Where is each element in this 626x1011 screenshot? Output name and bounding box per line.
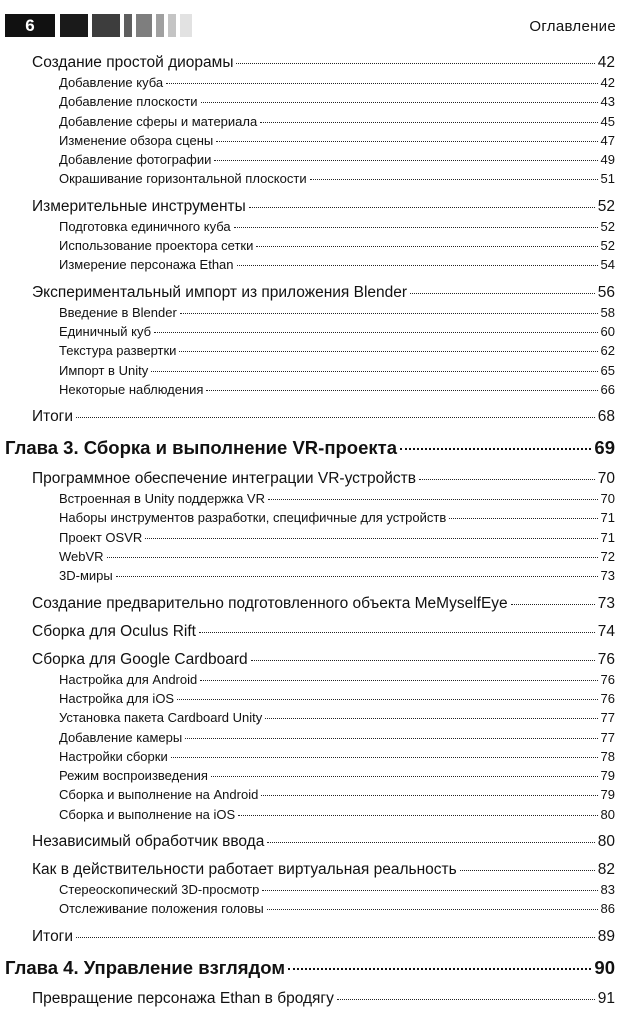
toc-dot-leader	[211, 776, 598, 777]
toc-entry-title: Итоги	[32, 408, 73, 426]
toc-entry-title: Установка пакета Cardboard Unity	[59, 710, 263, 726]
toc-entry-title: Текстура развертки	[59, 343, 177, 359]
toc-entry-page: 65	[600, 362, 615, 378]
toc-entry-page: 47	[600, 132, 615, 148]
toc-entry-title: Окрашивание горизонтальной плоскости	[59, 171, 307, 187]
toc-entry-page: 71	[600, 529, 615, 545]
toc-entry-title: Сборка и выполнение на iOS	[59, 806, 236, 822]
toc-entry-title: Добавление камеры	[59, 729, 183, 745]
page-header	[0, 5, 626, 39]
toc-entry-title: Измерение персонажа Ethan	[59, 257, 234, 273]
toc-dot-leader	[171, 757, 598, 758]
toc-dot-leader	[237, 265, 598, 266]
toc-dot-leader	[267, 842, 594, 843]
toc-subsection-entry[interactable]	[0, 238, 626, 257]
toc-entry-title: WebVR	[59, 549, 104, 565]
toc-dot-leader	[262, 890, 597, 891]
header-bar	[60, 14, 88, 37]
toc-entry-page: 79	[600, 787, 615, 803]
toc-entry-page: 42	[597, 54, 615, 71]
toc-dot-leader	[145, 538, 597, 539]
toc-entry-title: Программное обеспечение интеграции VR-устройств	[32, 470, 416, 488]
toc-subsection-entry[interactable]	[0, 568, 626, 587]
toc-subsection-entry[interactable]	[0, 94, 626, 113]
toc-entry-title: Отслеживание положения головы	[59, 901, 264, 917]
toc-dot-leader	[179, 351, 597, 352]
toc-entry-page: 72	[600, 549, 615, 565]
toc-entry-page: 52	[597, 197, 615, 215]
toc-entry-title: Как в действительности работает виртуальная реальность	[32, 861, 457, 879]
toc-subsection-entry[interactable]	[0, 710, 626, 729]
table-of-contents	[0, 54, 626, 1011]
toc-dot-leader	[261, 795, 597, 796]
toc-entry-title: Создание предварительно подготовленного объекта MeMyselfEye	[32, 594, 508, 612]
toc-entry-page: 77	[600, 729, 615, 745]
toc-entry-title: Глава 4. Управление взглядом	[5, 956, 286, 978]
toc-dot-leader	[166, 83, 597, 84]
toc-subsection-entry[interactable]	[0, 257, 626, 276]
toc-subsection-entry[interactable]	[0, 807, 626, 826]
toc-subsection-entry[interactable]	[0, 787, 626, 806]
toc-entry-page: 70	[597, 470, 615, 488]
toc-entry-page: 70	[600, 491, 615, 507]
toc-entry-title: Сборка для Google Cardboard	[32, 650, 248, 668]
toc-entry-title: Изменение обзора сцены	[59, 132, 214, 148]
toc-dot-leader	[76, 417, 595, 418]
toc-entry-page: 73	[600, 568, 615, 584]
toc-subsection-entry[interactable]	[0, 901, 626, 920]
toc-dot-leader	[337, 999, 595, 1000]
toc-dot-leader	[419, 479, 595, 480]
toc-subsection-entry[interactable]	[0, 530, 626, 549]
toc-section-entry[interactable]	[0, 198, 626, 219]
toc-entry-page: 49	[600, 152, 615, 168]
toc-entry-page: 52	[600, 238, 615, 254]
toc-entry-page: 60	[600, 323, 615, 339]
toc-dot-leader	[268, 499, 598, 500]
toc-subsection-entry[interactable]	[0, 114, 626, 133]
toc-entry-title: Добавление фотографии	[59, 152, 212, 168]
header-bar	[180, 14, 192, 37]
toc-entry-title: Стереоскопический 3D-просмотр	[59, 882, 260, 898]
toc-dot-leader	[267, 909, 598, 910]
toc-entry-page: 83	[600, 882, 615, 898]
toc-entry-page: 71	[600, 510, 615, 526]
toc-entry-page: 68	[597, 408, 615, 426]
toc-entry-page: 73	[597, 594, 615, 612]
toc-dot-leader	[249, 207, 595, 208]
toc-subsection-entry[interactable]	[0, 133, 626, 152]
header-bar	[168, 14, 176, 37]
toc-entry-title: Проект OSVR	[59, 529, 143, 545]
toc-section-entry[interactable]	[0, 408, 626, 429]
toc-dot-leader	[288, 968, 591, 970]
toc-section-entry[interactable]	[0, 470, 626, 491]
toc-subsection-entry[interactable]	[0, 882, 626, 901]
toc-dot-leader	[236, 63, 594, 64]
toc-subsection-entry[interactable]	[0, 171, 626, 190]
toc-dot-leader	[177, 699, 597, 700]
toc-entry-page: 42	[600, 75, 615, 90]
toc-dot-leader	[201, 102, 598, 103]
toc-entry-title: Превращение персонажа Ethan в бродягу	[32, 989, 334, 1007]
toc-subsection-entry[interactable]	[0, 749, 626, 768]
toc-subsection-entry[interactable]	[0, 363, 626, 382]
toc-entry-page: 58	[600, 304, 615, 320]
toc-entry-page: 76	[597, 650, 615, 668]
toc-dot-leader	[449, 518, 597, 519]
toc-subsection-entry[interactable]	[0, 219, 626, 238]
toc-entry-title: Создание простой диорамы	[32, 54, 234, 71]
toc-dot-leader	[460, 870, 595, 871]
toc-section-entry[interactable]	[0, 990, 626, 1011]
toc-section-entry[interactable]	[0, 595, 626, 616]
toc-section-entry[interactable]	[0, 861, 626, 882]
toc-subsection-entry[interactable]	[0, 305, 626, 324]
toc-dot-leader	[410, 293, 595, 294]
toc-entry-title: Добавление сферы и материала	[59, 113, 258, 129]
toc-entry-page: 52	[600, 218, 615, 234]
toc-dot-leader	[310, 179, 598, 180]
toc-entry-page: 76	[600, 690, 615, 706]
toc-dot-leader	[511, 604, 595, 605]
toc-entry-page: 45	[600, 113, 615, 129]
toc-entry-title: Единичный куб	[59, 323, 152, 339]
toc-subsection-entry[interactable]	[0, 549, 626, 568]
toc-dot-leader	[216, 141, 597, 142]
toc-dot-leader	[214, 160, 597, 161]
toc-entry-title: Измерительные инструменты	[32, 197, 246, 215]
toc-dot-leader	[251, 660, 595, 661]
toc-dot-leader	[234, 227, 598, 228]
toc-section-entry[interactable]	[0, 833, 626, 854]
toc-subsection-entry[interactable]	[0, 324, 626, 343]
toc-dot-leader	[116, 576, 598, 577]
toc-subsection-entry[interactable]	[0, 768, 626, 787]
toc-chapter-entry[interactable]	[0, 437, 626, 463]
toc-dot-leader	[260, 122, 597, 123]
toc-dot-leader	[180, 313, 598, 314]
header-bar	[124, 14, 132, 37]
toc-section-entry[interactable]	[0, 651, 626, 672]
toc-subsection-entry[interactable]	[0, 730, 626, 749]
toc-entry-title: Добавление плоскости	[59, 94, 198, 110]
toc-entry-page: 82	[597, 861, 615, 879]
toc-entry-title: Настройки сборки	[59, 748, 168, 764]
toc-dot-leader	[151, 371, 597, 372]
header-bar	[156, 14, 164, 37]
toc-entry-title: Добавление куба	[59, 75, 164, 90]
toc-dot-leader	[76, 937, 595, 938]
toc-section-entry[interactable]	[0, 54, 626, 75]
toc-entry-title: Введение в Blender	[59, 304, 177, 320]
toc-subsection-entry[interactable]	[0, 510, 626, 529]
toc-entry-page: 51	[600, 171, 615, 187]
toc-chapter-entry[interactable]	[0, 957, 626, 983]
toc-entry-page: 62	[600, 343, 615, 359]
toc-entry-title: Подготовка единичного куба	[59, 218, 231, 234]
toc-entry-title: Сборка и выполнение на Android	[59, 787, 259, 803]
toc-entry-page: 86	[600, 901, 615, 917]
toc-section-entry[interactable]	[0, 623, 626, 644]
toc-entry-title: Настройка для Android	[59, 671, 198, 687]
toc-subsection-entry[interactable]	[0, 343, 626, 362]
toc-entry-title: Экспериментальный импорт из приложения Blender	[32, 283, 408, 301]
toc-entry-title: Сборка для Oculus Rift	[32, 622, 196, 640]
page-number: 6	[5, 14, 55, 37]
toc-entry-page: 69	[594, 437, 615, 459]
toc-entry-page: 80	[597, 833, 615, 851]
toc-dot-leader	[265, 718, 597, 719]
toc-dot-leader	[400, 448, 591, 450]
toc-subsection-entry[interactable]	[0, 382, 626, 401]
header-bar	[136, 14, 152, 37]
toc-subsection-entry[interactable]	[0, 691, 626, 710]
toc-entry-page: 91	[597, 989, 615, 1007]
toc-entry-page: 77	[600, 710, 615, 726]
toc-entry-page: 74	[597, 622, 615, 640]
toc-entry-title: Наборы инструментов разработки, специфичные для устройств	[59, 510, 447, 526]
toc-subsection-entry[interactable]	[0, 672, 626, 691]
toc-subsection-entry[interactable]	[0, 491, 626, 510]
toc-section-entry[interactable]	[0, 928, 626, 949]
toc-dot-leader	[185, 738, 597, 739]
running-head-title: Оглавление	[529, 18, 616, 35]
header-bar	[92, 14, 120, 37]
toc-dot-leader	[199, 632, 595, 633]
toc-entry-page: 54	[600, 257, 615, 273]
toc-dot-leader	[238, 815, 597, 816]
toc-entry-title: 3D-миры	[59, 568, 113, 584]
toc-dot-leader	[107, 557, 598, 558]
toc-entry-page: 56	[597, 283, 615, 301]
toc-dot-leader	[256, 246, 597, 247]
toc-subsection-entry[interactable]	[0, 152, 626, 171]
toc-entry-page: 76	[600, 671, 615, 687]
toc-entry-title: Режим воспроизведения	[59, 768, 208, 784]
toc-entry-title: Итоги	[32, 927, 73, 945]
toc-entry-page: 78	[600, 748, 615, 764]
toc-entry-title: Некоторые наблюдения	[59, 381, 204, 397]
toc-entry-page: 80	[600, 806, 615, 822]
toc-entry-title: Независимый обработчик ввода	[32, 833, 265, 851]
toc-dot-leader	[206, 390, 597, 391]
toc-section-entry[interactable]	[0, 284, 626, 305]
toc-subsection-entry[interactable]	[0, 75, 626, 94]
toc-entry-page: 90	[594, 956, 615, 978]
toc-entry-page: 66	[600, 381, 615, 397]
toc-entry-title: Импорт в Unity	[59, 362, 149, 378]
toc-dot-leader	[154, 332, 597, 333]
toc-entry-title: Настройка для iOS	[59, 690, 175, 706]
toc-entry-title: Использование проектора сетки	[59, 238, 254, 254]
toc-entry-page: 89	[597, 927, 615, 945]
toc-entry-page: 79	[600, 768, 615, 784]
toc-entry-page: 43	[600, 94, 615, 110]
toc-dot-leader	[200, 680, 597, 681]
toc-entry-title: Встроенная в Unity поддержка VR	[59, 491, 265, 507]
toc-entry-title: Глава 3. Сборка и выполнение VR-проекта	[5, 437, 397, 459]
